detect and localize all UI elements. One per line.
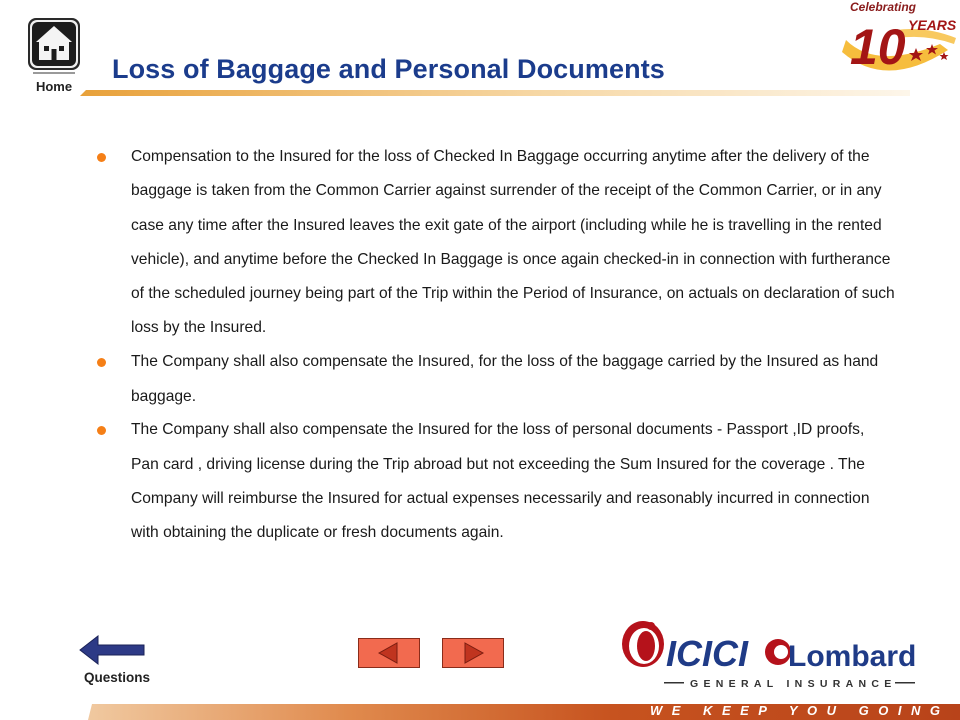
badge-number: 10 (850, 19, 906, 75)
bullet-item (96, 345, 896, 414)
anniversary-badge (836, 0, 960, 88)
triangle-right-icon (443, 639, 503, 667)
bullet-dot-icon (97, 153, 106, 162)
bullet-item (96, 413, 896, 550)
title-underline (80, 88, 910, 96)
house-icon (28, 18, 80, 76)
logo-subtitle: GENERAL INSURANCE (690, 678, 897, 690)
home-button[interactable] (28, 18, 80, 98)
badge-line1: Celebrating (850, 0, 917, 14)
bullet-item (96, 140, 896, 346)
footer-tagline: WE KEEP YOU GOING (650, 703, 950, 718)
arrow-left-icon (74, 630, 160, 670)
content-area (96, 140, 896, 551)
bullet-text: Compensation to the Insured for the loss of Checked In Baggage occurring anytime after the delivery of the baggage is taken from the Common Carrier against surrender of the receipt of the Common Carrier, or in any case any time after the Insured leaves the exit gate of the airport (including while he is travelling in the rented vehicle), and anytime before the Checked In Baggage is once again checked-in in connection with furtherance of the scheduled journey being part of the Trip within the Period of Insurance, on actuals on declaration of such loss by the Insured. (131, 148, 895, 337)
bullet-text: The Company shall also compensate the Insured for the loss of personal documents - Passport ,ID proofs, Pan card , driving license during the Trip abroad but not exceeding the Sum Insured for the coverage . The Company will reimburse the Insured for actual expenses necessarily and reasonably incurred in connection with obtaining the duplicate or fresh documents again. (131, 421, 870, 542)
bullet-text: The Company shall also compensate the Insured, for the loss of the baggage carried by the Insured as hand baggage. (131, 353, 879, 405)
questions-button[interactable] (74, 630, 160, 692)
home-label: Home (35, 79, 73, 94)
next-slide-button[interactable] (442, 638, 504, 668)
triangle-left-icon (359, 639, 419, 667)
badge-line2: YEARS (908, 17, 957, 33)
logo-brand2: Lombard (788, 640, 917, 673)
bullet-dot-icon (97, 358, 106, 367)
previous-slide-button[interactable] (358, 638, 420, 668)
questions-label: Questions (83, 670, 150, 685)
logo-brand1: ICICI (666, 633, 749, 674)
bullet-dot-icon (97, 426, 106, 435)
icici-lombard-logo (620, 612, 930, 697)
page-title: Loss of Baggage and Personal Documents (112, 54, 665, 84)
